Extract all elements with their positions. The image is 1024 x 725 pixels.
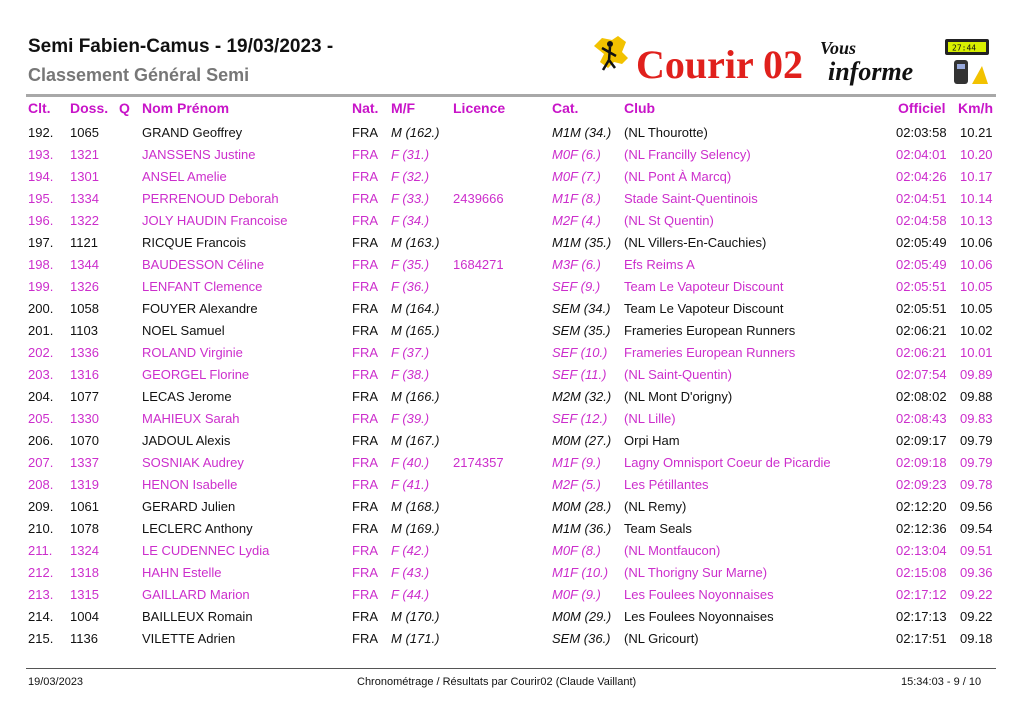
- cell-mf: M (165.): [391, 323, 440, 338]
- table-row: [0, 297, 1024, 319]
- cell-club: (NL Villers-En-Cauchies): [624, 235, 767, 250]
- cell-officiel: 02:04:01: [896, 147, 947, 162]
- table-row: [0, 121, 1024, 143]
- cell-club: (NL Remy): [624, 499, 687, 514]
- cell-officiel: 02:13:04: [896, 543, 947, 558]
- cell-mf: F (42.): [391, 543, 430, 558]
- table-row: [0, 473, 1024, 495]
- cell-officiel: 02:17:13: [896, 609, 947, 624]
- cell-kmh: 09.22: [960, 609, 993, 624]
- runner-icon: [594, 36, 628, 70]
- cell-doss: 1344: [70, 257, 99, 272]
- cell-mf: M (169.): [391, 521, 440, 536]
- cell-officiel: 02:15:08: [896, 565, 947, 580]
- cell-cat: M1F (10.): [552, 565, 609, 580]
- cell-name: GERARD Julien: [142, 499, 236, 514]
- svg-text:27:44: 27:44: [952, 43, 977, 53]
- logo-vous-text: Vous: [820, 38, 857, 58]
- cell-officiel: 02:03:58: [896, 125, 947, 140]
- cell-doss: 1316: [70, 367, 99, 382]
- table-row: [0, 429, 1024, 451]
- cell-clt: 211.: [28, 543, 53, 558]
- cell-officiel: 02:09:17: [896, 433, 947, 448]
- table-row: [0, 319, 1024, 341]
- cell-cat: M1F (9.): [552, 455, 601, 470]
- cell-cat: SEM (36.): [552, 631, 611, 646]
- cell-name: HAHN Estelle: [142, 565, 222, 580]
- cell-club: (NL Mont D'origny): [624, 389, 733, 404]
- cell-clt: 206.: [28, 433, 54, 448]
- cell-cat: SEF (11.): [552, 367, 607, 382]
- cell-kmh: 10.05: [960, 279, 993, 294]
- cell-officiel: 02:06:21: [896, 345, 947, 360]
- logo-courir02-text: Courir 02: [636, 42, 804, 87]
- cell-nat: FRA: [352, 191, 378, 206]
- cell-name: ANSEL Amelie: [142, 169, 227, 184]
- cell-doss: 1318: [70, 565, 99, 580]
- cell-mf: F (41.): [391, 477, 430, 492]
- cell-officiel: 02:09:23: [896, 477, 947, 492]
- cell-clt: 198.: [28, 257, 54, 272]
- cell-kmh: 09.79: [960, 455, 993, 470]
- table-row: [0, 407, 1024, 429]
- cell-doss: 1315: [70, 587, 99, 602]
- cell-officiel: 02:08:02: [896, 389, 947, 404]
- table-row: [0, 605, 1024, 627]
- footer-time-page: 15:34:03 - 9 / 10: [901, 676, 982, 688]
- cell-nat: FRA: [352, 411, 378, 426]
- cell-name: HENON Isabelle: [142, 477, 238, 492]
- cell-club: (NL Thorigny Sur Marne): [624, 565, 768, 580]
- cell-cat: M1M (35.): [552, 235, 612, 250]
- cell-cat: SEM (35.): [552, 323, 611, 338]
- table-row: [0, 187, 1024, 209]
- cell-clt: 204.: [28, 389, 54, 404]
- table-row: [0, 341, 1024, 363]
- cell-club: (NL Saint-Quentin): [624, 367, 732, 382]
- cell-club: (NL Lille): [624, 411, 676, 426]
- cell-nat: FRA: [352, 587, 378, 602]
- cell-doss: 1326: [70, 279, 99, 294]
- cell-clt: 195.: [28, 191, 54, 206]
- cell-doss: 1336: [70, 345, 99, 360]
- cell-mf: M (167.): [391, 433, 440, 448]
- cell-kmh: 09.51: [960, 543, 993, 558]
- table-row: [0, 627, 1024, 649]
- cell-mf: M (166.): [391, 389, 440, 404]
- cell-doss: 1004: [70, 609, 99, 624]
- cell-officiel: 02:05:51: [896, 279, 947, 294]
- cell-officiel: 02:05:51: [896, 301, 947, 316]
- cell-mf: M (170.): [391, 609, 440, 624]
- cell-officiel: 02:17:51: [896, 631, 947, 646]
- cell-kmh: 09.36: [960, 565, 993, 580]
- cell-name: LECAS Jerome: [142, 389, 232, 404]
- cell-nat: FRA: [352, 631, 378, 646]
- cell-kmh: 10.14: [960, 191, 993, 206]
- cell-clt: 196.: [28, 213, 54, 228]
- cell-clt: 213.: [28, 587, 54, 602]
- cell-mf: F (36.): [391, 279, 430, 294]
- cell-club: Les Pétillantes: [624, 477, 709, 492]
- cell-name: GRAND Geoffrey: [142, 125, 243, 140]
- cell-kmh: 10.13: [960, 213, 993, 228]
- document-title: Semi Fabien-Camus - 19/03/2023 -: [28, 36, 334, 57]
- cell-licence: 2174357: [453, 455, 504, 470]
- cell-officiel: 02:05:49: [896, 257, 947, 272]
- cell-club: Orpi Ham: [624, 433, 680, 448]
- cell-doss: 1103: [70, 323, 98, 338]
- cell-clt: 215.: [28, 631, 54, 646]
- cell-cat: M0M (27.): [552, 433, 612, 448]
- courir02-logo: [592, 34, 992, 90]
- cell-mf: F (35.): [391, 257, 430, 272]
- cell-kmh: 10.20: [960, 147, 993, 162]
- cell-club: (NL Francilly Selency): [624, 147, 751, 162]
- cell-licence: 2439666: [453, 191, 504, 206]
- table-row: [0, 561, 1024, 583]
- cell-licence: 1684271: [453, 257, 504, 272]
- cell-officiel: 02:17:12: [896, 587, 947, 602]
- cell-name: JOLY HAUDIN Francoise: [142, 213, 288, 228]
- cell-name: LE CUDENNEC Lydia: [142, 543, 270, 558]
- cell-clt: 197.: [28, 235, 54, 250]
- cell-nat: FRA: [352, 279, 378, 294]
- cell-nat: FRA: [352, 257, 378, 272]
- cell-officiel: 02:06:21: [896, 323, 947, 338]
- col-mf: M/F: [391, 100, 416, 116]
- table-row: [0, 451, 1024, 473]
- cell-nat: FRA: [352, 345, 378, 360]
- table-row: [0, 385, 1024, 407]
- cell-clt: 212.: [28, 565, 54, 580]
- cell-nat: FRA: [352, 455, 378, 470]
- cell-name: MAHIEUX Sarah: [142, 411, 240, 426]
- cell-doss: 1301: [70, 169, 99, 184]
- table-header: [0, 100, 1024, 120]
- cell-kmh: 10.06: [960, 235, 993, 250]
- cell-mf: F (44.): [391, 587, 430, 602]
- cell-nat: FRA: [352, 235, 378, 250]
- footer-date: 19/03/2023: [28, 676, 84, 688]
- cell-name: NOEL Samuel: [142, 323, 225, 338]
- cell-name: PERRENOUD Deborah: [142, 191, 279, 206]
- cell-doss: 1058: [70, 301, 99, 316]
- cell-officiel: 02:09:18: [896, 455, 947, 470]
- cell-name: GEORGEL Florine: [142, 367, 250, 382]
- cell-mf: M (163.): [391, 235, 440, 250]
- cell-officiel: 02:04:51: [896, 191, 947, 206]
- cell-clt: 207.: [28, 455, 54, 470]
- cell-nat: FRA: [352, 301, 378, 316]
- cell-nat: FRA: [352, 543, 378, 558]
- col-cat: Cat.: [552, 100, 579, 116]
- table-row: [0, 165, 1024, 187]
- cell-cat: M1M (36.): [552, 521, 612, 536]
- table-row: [0, 583, 1024, 605]
- cell-nat: FRA: [352, 609, 378, 624]
- cell-club: Efs Reims A: [624, 257, 695, 272]
- cell-name: SOSNIAK Audrey: [142, 455, 244, 470]
- logo-informe-text: informe: [828, 57, 914, 86]
- col-nat: Nat.: [352, 100, 379, 116]
- cell-nat: FRA: [352, 433, 378, 448]
- table-row: [0, 517, 1024, 539]
- cell-kmh: 09.18: [960, 631, 993, 646]
- cell-doss: 1321: [70, 147, 99, 162]
- cell-clt: 214.: [28, 609, 54, 624]
- cell-cat: SEF (9.): [552, 279, 601, 294]
- cell-name: LENFANT Clemence: [142, 279, 263, 294]
- cell-kmh: 09.54: [960, 521, 993, 536]
- cell-kmh: 10.21: [960, 125, 993, 140]
- cell-clt: 201.: [28, 323, 54, 338]
- table-row: [0, 495, 1024, 517]
- cell-mf: M (164.): [391, 301, 440, 316]
- cell-officiel: 02:04:26: [896, 169, 947, 184]
- col-nom: Nom Prénom: [142, 100, 230, 116]
- cell-name: GAILLARD Marion: [142, 587, 250, 602]
- cell-kmh: 09.79: [960, 433, 993, 448]
- cell-mf: F (34.): [391, 213, 430, 228]
- cell-club: (NL Gricourt): [624, 631, 699, 646]
- document-subtitle: Classement Général Semi: [28, 65, 250, 85]
- cell-club: Team Le Vapoteur Discount: [624, 279, 784, 294]
- cell-club: Les Foulees Noyonnaises: [624, 587, 774, 602]
- cell-nat: FRA: [352, 169, 378, 184]
- cell-mf: F (39.): [391, 411, 430, 426]
- cell-doss: 1065: [70, 125, 99, 140]
- cell-cat: M2M (32.): [552, 389, 612, 404]
- cell-cat: M0F (9.): [552, 587, 601, 602]
- cell-clt: 199.: [28, 279, 54, 294]
- cell-club: (NL Montfaucon): [624, 543, 721, 558]
- cell-mf: M (171.): [391, 631, 440, 646]
- cell-kmh: 09.83: [960, 411, 993, 426]
- cell-cat: M0F (6.): [552, 147, 601, 162]
- cell-nat: FRA: [352, 125, 378, 140]
- cell-doss: 1061: [70, 499, 99, 514]
- cell-officiel: 02:08:43: [896, 411, 947, 426]
- cell-clt: 205.: [28, 411, 54, 426]
- cell-club: Lagny Omnisport Coeur de Picardie: [624, 455, 831, 470]
- cell-name: FOUYER Alexandre: [142, 301, 258, 316]
- cell-cat: M0M (29.): [552, 609, 612, 624]
- cell-club: (NL Thourotte): [624, 125, 708, 140]
- cell-club: Frameries European Runners: [624, 323, 796, 338]
- cell-mf: F (31.): [391, 147, 430, 162]
- cell-club: (NL Pont À Marcq): [624, 169, 732, 184]
- cell-mf: M (162.): [391, 125, 440, 140]
- cell-kmh: 10.02: [960, 323, 993, 338]
- cell-name: LECLERC Anthony: [142, 521, 253, 536]
- cell-mf: F (32.): [391, 169, 430, 184]
- cell-mf: F (43.): [391, 565, 430, 580]
- col-clt: Clt.: [28, 100, 51, 116]
- cell-name: VILETTE Adrien: [142, 631, 236, 646]
- cell-doss: 1136: [70, 631, 98, 646]
- cell-mf: F (33.): [391, 191, 430, 206]
- table-row: [0, 209, 1024, 231]
- col-club: Club: [624, 100, 656, 116]
- cell-nat: FRA: [352, 499, 378, 514]
- cell-nat: FRA: [352, 147, 378, 162]
- cell-clt: 203.: [28, 367, 54, 382]
- cell-cat: M1F (8.): [552, 191, 601, 206]
- cell-kmh: 09.22: [960, 587, 993, 602]
- cell-club: Team Seals: [624, 521, 692, 536]
- cell-clt: 202.: [28, 345, 54, 360]
- cell-nat: FRA: [352, 323, 378, 338]
- cell-cat: SEF (10.): [552, 345, 608, 360]
- cell-mf: F (38.): [391, 367, 430, 382]
- cell-doss: 1337: [70, 455, 99, 470]
- cell-nat: FRA: [352, 477, 378, 492]
- cell-nat: FRA: [352, 367, 378, 382]
- cell-nat: FRA: [352, 213, 378, 228]
- cell-cat: M3F (6.): [552, 257, 601, 272]
- cell-name: RICQUE Francois: [142, 235, 247, 250]
- table-row: [0, 539, 1024, 561]
- cell-clt: 192.: [28, 125, 54, 140]
- table-row: [0, 275, 1024, 297]
- cell-doss: 1334: [70, 191, 99, 206]
- cell-mf: M (168.): [391, 499, 440, 514]
- cell-kmh: 10.06: [960, 257, 993, 272]
- cell-cat: SEF (12.): [552, 411, 608, 426]
- cell-club: Stade Saint-Quentinois: [624, 191, 758, 206]
- footer-divider: [26, 668, 996, 669]
- cell-officiel: 02:12:20: [896, 499, 947, 514]
- cell-mf: F (40.): [391, 455, 430, 470]
- cell-clt: 210.: [28, 521, 54, 536]
- cell-officiel: 02:04:58: [896, 213, 947, 228]
- stopwatch-icon: [945, 39, 989, 84]
- cell-cat: M2F (5.): [552, 477, 601, 492]
- col-q: Q: [119, 100, 130, 116]
- cell-doss: 1070: [70, 433, 99, 448]
- cell-clt: 193.: [28, 147, 54, 162]
- results-table: [0, 121, 1024, 649]
- table-row: [0, 143, 1024, 165]
- cell-officiel: 02:05:49: [896, 235, 947, 250]
- col-kmh: Km/h: [958, 100, 993, 116]
- col-licence: Licence: [453, 100, 506, 116]
- cell-club: Les Foulees Noyonnaises: [624, 609, 774, 624]
- cell-club: (NL St Quentin): [624, 213, 714, 228]
- cell-doss: 1330: [70, 411, 99, 426]
- cell-officiel: 02:07:54: [896, 367, 947, 382]
- cell-club: Frameries European Runners: [624, 345, 796, 360]
- cell-name: BAILLEUX Romain: [142, 609, 253, 624]
- cell-officiel: 02:12:36: [896, 521, 947, 536]
- table-row: [0, 363, 1024, 385]
- cell-doss: 1324: [70, 543, 99, 558]
- cell-cat: M0F (8.): [552, 543, 601, 558]
- cell-clt: 208.: [28, 477, 54, 492]
- table-row: [0, 231, 1024, 253]
- col-officiel: Officiel: [898, 100, 946, 116]
- table-row: [0, 253, 1024, 275]
- cell-kmh: 09.56: [960, 499, 993, 514]
- cell-doss: 1319: [70, 477, 99, 492]
- cell-cat: M2F (4.): [552, 213, 601, 228]
- cell-nat: FRA: [352, 565, 378, 580]
- cell-clt: 194.: [28, 169, 54, 184]
- cell-kmh: 09.89: [960, 367, 993, 382]
- cell-doss: 1078: [70, 521, 99, 536]
- cell-doss: 1121: [70, 235, 98, 250]
- cell-nat: FRA: [352, 521, 378, 536]
- cell-doss: 1077: [70, 389, 99, 404]
- cell-cat: M0F (7.): [552, 169, 601, 184]
- cell-clt: 200.: [28, 301, 54, 316]
- cell-kmh: 09.78: [960, 477, 993, 492]
- cell-name: ROLAND Virginie: [142, 345, 243, 360]
- cell-kmh: 09.88: [960, 389, 993, 404]
- cell-kmh: 10.01: [960, 345, 993, 360]
- cell-club: Team Le Vapoteur Discount: [624, 301, 784, 316]
- cell-name: JADOUL Alexis: [142, 433, 231, 448]
- cell-kmh: 10.17: [960, 169, 993, 184]
- cell-kmh: 10.05: [960, 301, 993, 316]
- cell-name: JANSSENS Justine: [142, 147, 256, 162]
- cell-cat: SEM (34.): [552, 301, 611, 316]
- col-doss: Doss.: [70, 100, 109, 116]
- footer-credit: Chronométrage / Résultats par Courir02 (Claude Vaillant): [357, 676, 637, 688]
- cell-mf: F (37.): [391, 345, 430, 360]
- cell-clt: 209.: [28, 499, 54, 514]
- cell-cat: M1M (34.): [552, 125, 612, 140]
- cell-name: BAUDESSON Céline: [142, 257, 265, 272]
- cell-cat: M0M (28.): [552, 499, 612, 514]
- cell-doss: 1322: [70, 213, 99, 228]
- cell-nat: FRA: [352, 389, 378, 404]
- header-divider: [26, 94, 996, 97]
